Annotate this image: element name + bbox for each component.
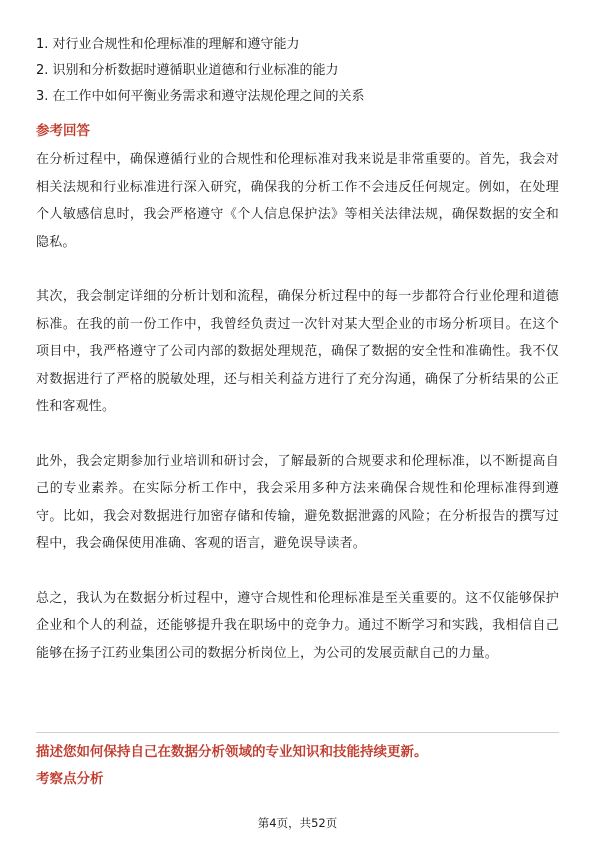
answer-paragraph: 其次，我会制定详细的分析计划和流程，确保分析过程中的每一步都符合行业伦理和道德标准。在我的前一份工作中，我曾经负责过一次针对某大型企业的市场分析项目。在这个项目中，我严格遵守了公司内部的数据处理规范，确保了数据的安全性和准确性。我不仅对数据进行了严格的脱敏处理，还与相关利益方进行了充分沟通，确保了分析结果的公正性和客观性。 <box>36 289 559 414</box>
ability-list <box>36 32 560 110</box>
next-question-title: 描述您如何保持自己在数据分析领域的专业知识和技能持续更新。 <box>36 744 428 760</box>
analysis-heading: 考察点分析 <box>36 771 104 787</box>
answer-paragraph: 在分析过程中，确保遵循行业的合规性和伦理标准对我来说是非常重要的。首先，我会对相关法规和行业标准进行深入研究，确保我的分析工作不会违反任何规定。例如，在处理个人敏感信息时，我会严格遵守《个人信息保护法》等相关法律法规，确保数据的安全和隐私。 <box>36 152 559 250</box>
answer-paragraph: 总之，我认为在数据分析过程中，遵守合规性和伦理标准是至关重要的。这不仅能够保护企业和个人的利益，还能够提升我在职场中的竞争力。通过不断学习和实践，我相信自己能够在扬子江药业集团公司的数据分析岗位上，为公司的发展贡献自己的力量。 <box>36 590 559 661</box>
reference-answer-heading: 参考回答 <box>36 123 90 139</box>
page-number-footer: 第4页，共52页 <box>257 816 338 830</box>
reference-answer-body <box>36 146 559 694</box>
ability-list-item: 3. 在工作中如何平衡业务需求和遵守法规伦理之间的关系 <box>36 89 365 104</box>
ability-list-item: 1. 对行业合规性和伦理标准的理解和遵守能力 <box>36 37 300 52</box>
answer-paragraph: 此外，我会定期参加行业培训和研讨会，了解最新的合规要求和伦理标准，以不断提高自己的专业素养。在实际分析工作中，我会采用多种方法来确保合规性和伦理标准得到遵守。比如，我会对数据进行加密存储和传输，避免数据泄露的风险；在分析报告的撰写过程中，我会确保使用准确、客观的语言，避免误导读者。 <box>36 453 559 551</box>
ability-list-item: 2. 识别和分析数据时遵循职业道德和行业标准的能力 <box>36 63 339 78</box>
section-divider <box>36 732 559 733</box>
